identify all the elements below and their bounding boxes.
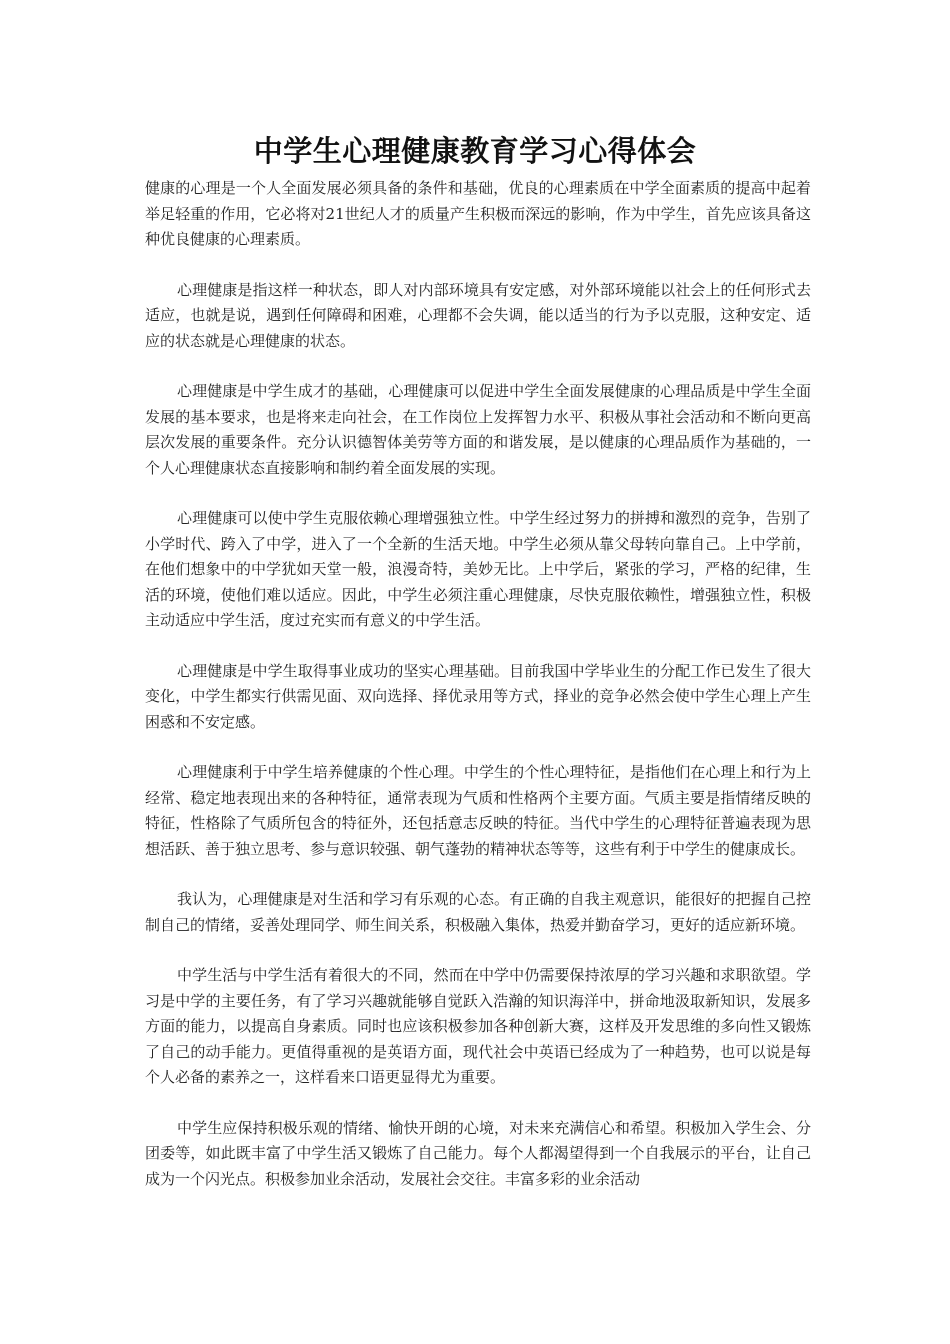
paragraph-9: 中学生应保持积极乐观的情绪、愉快开朗的心境，对未来充满信心和希望。积极加入学生会、分团委等，如此既丰富了中学生活又锻炼了自己能力。每个人都渴望得到一个自我展示的平台，让自己成为一个闪光点。积极参加业余活动，发展社会交往。丰富多彩的业余活动 — [145, 1118, 811, 1188]
paragraph-2: 心理健康是指这样一种状态，即人对内部环境具有安定感，对外部环境能以社会上的任何形式去适应，也就是说，遇到任何障碍和困难，心理都不会失调，能以适当的行为予以克服，这种安定、适应的状态就是心理健康的状态。 — [145, 280, 811, 350]
document-body — [145, 176, 811, 1217]
paragraph-4: 心理健康可以使中学生克服依赖心理增强独立性。中学生经过努力的拼搏和激烈的竞争，告别了小学时代、跨入了中学，进入了一个全新的生活天地。中学生必须从靠父母转向靠自己。上中学前，在他们想象中的中学犹如天堂一般，浪漫奇特，美妙无比。上中学后，紧张的学习，严格的纪律，生活的环境，使他们难以适应。因此，中学生必须注重心理健康，尽快克服依赖性，增强独立性，积极主动适应中学生活，度过充实而有意义的中学生活。 — [145, 509, 811, 629]
paragraph-1: 健康的心理是一个人全面发展必须具备的条件和基础，优良的心理素质在中学全面素质的提高中起着举足轻重的作用，它必将对21世纪人才的质量产生积极而深远的影响，作为中学生，首先应该具备这种优良健康的心理素质。 — [145, 179, 811, 248]
paragraph-6: 心理健康利于中学生培养健康的个性心理。中学生的个性心理特征，是指他们在心理上和行为上经常、稳定地表现出来的各种特征，通常表现为气质和性格两个主要方面。气质主要是指情绪反映的特征，性格除了气质所包含的特征外，还包括意志反映的特征。当代中学生的心理特征普遍表现为思想活跃、善于独立思考、参与意识较强、朝气蓬勃的精神状态等等，这些有利于中学生的健康成长。 — [145, 763, 811, 858]
paragraph-5: 心理健康是中学生取得事业成功的坚实心理基础。目前我国中学毕业生的分配工作已发生了很大变化，中学生都实行供需见面、双向选择、择优录用等方式，择业的竞争必然会使中学生心理上产生困惑和不安定感。 — [145, 661, 811, 731]
paragraph-7: 我认为，心理健康是对生活和学习有乐观的心态。有正确的自我主观意识，能很好的把握自己控制自己的情绪，妥善处理同学、师生间关系，积极融入集体，热爱并勤奋学习，更好的适应新环境。 — [145, 890, 811, 934]
paragraph-8: 中学生活与中学生活有着很大的不同，然而在中学中仍需要保持浓厚的学习兴趣和求职欲望。学习是中学的主要任务，有了学习兴趣就能够自觉跃入浩瀚的知识海洋中，拼命地汲取新知识，发展多方面的能力，以提高自身素质。同时也应该积极参加各种创新大赛，这样及开发思维的多向性又锻炼了自己的动手能力。更值得重视的是英语方面，现代社会中英语已经成为了一种趋势，也可以说是每个人必备的素养之一，这样看来口语更显得尤为重要。 — [145, 966, 811, 1086]
paragraph-3: 心理健康是中学生成才的基础，心理健康可以促进中学生全面发展健康的心理品质是中学生全面发展的基本要求，也是将来走向社会，在工作岗位上发挥智力水平、积极从事社会活动和不断向更高层次发展的重要条件。充分认识德智体美劳等方面的和谐发展，是以健康的心理品质作为基础的，一个人心理健康状态直接影响和制约着全面发展的实现。 — [145, 382, 811, 477]
document-title: 中学生心理健康教育学习心得体会 — [253, 134, 697, 168]
